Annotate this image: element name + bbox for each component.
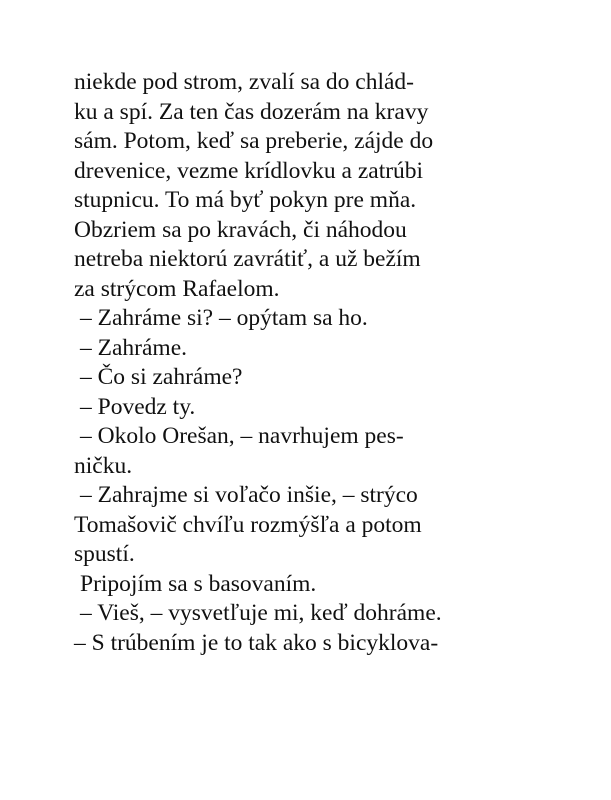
text-line: – Vieš, – vysvetľuje mi, keď dohráme. — [80, 600, 442, 626]
text-line: niekde pod strom, zvalí sa do chlád- — [74, 69, 415, 95]
text-line: sám. Potom, keď sa preberie, zájde do — [74, 128, 434, 154]
text-line: ku a spí. Za ten čas dozerám na kravy — [74, 98, 429, 125]
body-text — [74, 68, 544, 658]
text-line: ničku. — [74, 452, 133, 479]
text-line: za strýcom Rafaelom. — [74, 275, 280, 302]
text-line: – Zahráme si? – opýtam sa ho. — [80, 305, 368, 331]
text-line: spustí. — [74, 541, 135, 567]
text-line: – Zahrajme si voľačo inšie, – strýco — [80, 482, 418, 508]
text-line: – Povedz ty. — [80, 393, 196, 420]
text-line: netreba niektorú zavrátiť, a už bežím — [74, 246, 421, 272]
text-line: drevenice, vezme krídlovku a zatrúbi — [74, 157, 424, 184]
text-line: Pripojím sa s basovaním. — [80, 570, 317, 597]
text-line: – Čo si zahráme? — [80, 364, 243, 390]
text-line: stupnicu. To má byť pokyn pre mňa. — [74, 187, 417, 213]
text-line: – Zahráme. — [80, 334, 188, 361]
text-line: – S trúbením je to tak ako s bicyklova- — [74, 629, 439, 656]
text-line: Obzriem sa po kravách, či náhodou — [74, 216, 407, 243]
text-line: Tomašovič chvíľu rozmýšľa a potom — [74, 511, 422, 538]
text-line: – Okolo Orešan, – navrhujem pes- — [80, 423, 404, 449]
